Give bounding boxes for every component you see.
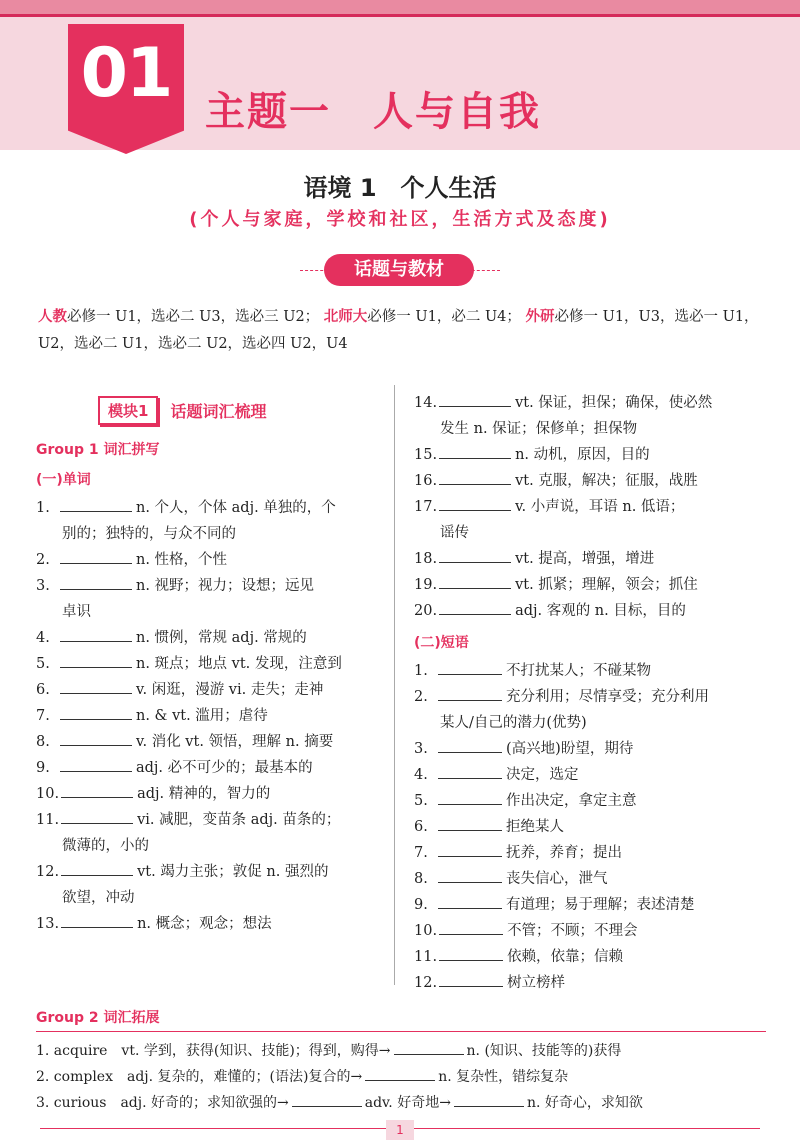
phrase-item: [414, 918, 764, 944]
item-definition: 抚养，养育；提出: [506, 845, 622, 861]
item-number: 1.: [414, 663, 428, 679]
item-number: 1.: [36, 500, 50, 516]
expansion-text: 2. complex adj. 复杂的，难懂的；(语法)复合的→: [36, 1069, 363, 1085]
textbook-list: [38, 304, 763, 358]
answer-blank[interactable]: [439, 920, 503, 935]
item-number: 4.: [36, 630, 50, 646]
answer-blank[interactable]: [60, 627, 132, 642]
item-definition: n. 惯例，常规 adj. 常规的: [136, 630, 307, 646]
phrases-list: [414, 658, 764, 996]
item-definition: adj. 客观的 n. 目标，目的: [515, 603, 686, 619]
phrase-item: [414, 944, 764, 970]
answer-blank[interactable]: [439, 470, 511, 485]
phrase-item: [414, 970, 764, 996]
publisher-pep-text: 必修一 U1，选必二 U3，选必三 U2；: [67, 309, 320, 325]
item-number: 18.: [414, 551, 438, 567]
item-definition-cont: 卓识: [62, 604, 91, 620]
group2-list: [36, 1038, 766, 1116]
publisher-bnu: 北师大: [323, 309, 368, 325]
item-definition: n. 个人，个体 adj. 单独的，个: [136, 500, 336, 516]
answer-blank[interactable]: [60, 757, 132, 772]
item-number: 2.: [36, 552, 50, 568]
context-title: 语境 1 个人生活: [303, 174, 497, 202]
item-number: 10.: [36, 786, 60, 802]
item-definition: 树立榜样: [507, 975, 566, 991]
word-item: [414, 442, 764, 468]
word-item: [36, 911, 386, 937]
answer-blank[interactable]: [438, 764, 502, 779]
item-number: 11.: [414, 949, 438, 965]
item-definition: 作出决定，拿定主意: [506, 793, 637, 809]
answer-blank[interactable]: [60, 679, 132, 694]
answer-blank[interactable]: [438, 868, 502, 883]
phrase-item: [414, 892, 764, 918]
module-header: [98, 396, 386, 425]
item-definition: n. 视野；视力；设想；远见: [136, 578, 315, 594]
publisher-fltrp-text: 必修一 U1，U3，选必一 U1，U2，选必二 U1，选必二 U2，选必四 U2，U4: [38, 309, 759, 352]
topic-pill-wrap: [300, 250, 500, 294]
word-item: [36, 781, 386, 807]
item-number: 5.: [414, 793, 428, 809]
topic-pill: 话题与教材: [324, 254, 474, 286]
item-definition-cont: 发生 n. 保证；保修单；担保物: [440, 421, 638, 437]
item-definition: vt. 竭力主张；敦促 n. 强烈的: [137, 864, 329, 880]
word-item: [414, 390, 764, 442]
item-number: 16.: [414, 473, 438, 489]
item-number: 14.: [414, 395, 438, 411]
phrase-item: [414, 840, 764, 866]
answer-blank[interactable]: [439, 444, 511, 459]
word-item: [36, 859, 386, 911]
answer-blank[interactable]: [438, 816, 502, 831]
publisher-pep: 人教: [38, 309, 67, 325]
item-definition: vt. 保证，担保；确保，使必然: [515, 395, 713, 411]
item-number: 5.: [36, 656, 50, 672]
expansion-text: n. 好奇心，求知欲: [526, 1095, 643, 1111]
word-item: [414, 598, 764, 624]
phrase-item: [414, 762, 764, 788]
answer-blank[interactable]: [438, 686, 502, 701]
word-item: [36, 547, 386, 573]
header-rule: [0, 14, 800, 17]
expansion-text: n. (知识、技能等的)获得: [466, 1043, 622, 1059]
expansion-item: [36, 1038, 766, 1064]
words-left-list: [36, 495, 386, 937]
answer-blank[interactable]: [394, 1040, 464, 1055]
group2-title: Group 2 词汇拓展: [36, 1010, 160, 1026]
group2-rule: [36, 1031, 766, 1032]
item-definition-cont: 欲望，冲动: [62, 890, 135, 906]
item-definition: n. 斑点；地点 vt. 发现，注意到: [136, 656, 342, 672]
answer-blank[interactable]: [439, 392, 511, 407]
expansion-item: [36, 1064, 766, 1090]
phrase-item: [414, 814, 764, 840]
answer-blank[interactable]: [438, 842, 502, 857]
item-definition: 决定，选定: [506, 767, 579, 783]
item-definition: n. 概念；观念；想法: [137, 916, 272, 932]
publisher-fltrp: 外研: [525, 309, 555, 325]
theme-title: 主题一 人与自我: [205, 89, 541, 135]
answer-blank[interactable]: [439, 548, 511, 563]
item-number: 9.: [36, 760, 50, 776]
phrase-item: [414, 684, 764, 736]
item-definition: 拒绝某人: [506, 819, 564, 835]
answer-blank[interactable]: [438, 738, 502, 753]
answer-blank[interactable]: [439, 496, 511, 511]
word-item: [414, 468, 764, 494]
item-number: 6.: [414, 819, 428, 835]
item-definition: v. 闲逛，漫游 vi. 走失；走神: [136, 682, 324, 698]
item-number: 12.: [36, 864, 60, 880]
item-number: 12.: [414, 975, 438, 991]
publisher-bnu-text: 必修一 U1，必二 U4；: [367, 309, 521, 325]
answer-blank[interactable]: [60, 705, 132, 720]
answer-blank[interactable]: [438, 790, 502, 805]
item-definition: n. 性格，个性: [136, 552, 228, 568]
item-definition-cont: 别的；独特的，与众不同的: [62, 526, 236, 542]
item-definition: vt. 抓紧；理解，领会；抓住: [515, 577, 698, 593]
answer-blank[interactable]: [60, 549, 132, 564]
item-definition: adj. 精神的，智力的: [137, 786, 271, 802]
item-number: 7.: [414, 845, 428, 861]
item-definition: 有道理；易于理解；表述清楚: [506, 897, 695, 913]
group1-title: Group 1 词汇拼写: [36, 442, 160, 458]
item-definition: vt. 克服，解决；征服，战胜: [515, 473, 698, 489]
answer-blank[interactable]: [61, 809, 133, 824]
module-title: 话题词汇梳理: [170, 402, 267, 421]
expansion-text: 3. curious adj. 好奇的；求知欲强的→: [36, 1095, 289, 1111]
module-tag: 模块1: [98, 396, 158, 425]
answer-blank[interactable]: [292, 1092, 362, 1107]
item-number: 4.: [414, 767, 428, 783]
theme-number: 01: [80, 34, 172, 113]
item-number: 13.: [36, 916, 60, 932]
phrase-item: [414, 736, 764, 762]
item-definition: 依赖，依靠；信赖: [507, 949, 624, 965]
item-definition: 充分利用；尽情享受；充分利用: [506, 689, 709, 705]
item-definition: (高兴地)盼望，期待: [506, 741, 634, 757]
answer-blank[interactable]: [438, 894, 502, 909]
context-subtitle: (个人与家庭，学校和社区，生活方式及态度): [189, 209, 611, 230]
word-item: [36, 573, 386, 625]
answer-blank[interactable]: [454, 1092, 524, 1107]
item-number: 19.: [414, 577, 438, 593]
item-number: 9.: [414, 897, 428, 913]
column-divider: [394, 385, 395, 985]
word-item: [414, 546, 764, 572]
item-number: 3.: [36, 578, 50, 594]
expansion-item: [36, 1090, 766, 1116]
word-item: [36, 625, 386, 651]
word-item: [414, 494, 764, 546]
page-number: 1: [386, 1120, 414, 1140]
item-definition: vt. 提高，增强，增进: [515, 551, 655, 567]
expansion-text: n. 复杂性，错综复杂: [438, 1069, 569, 1085]
answer-blank[interactable]: [61, 913, 133, 928]
answer-blank[interactable]: [439, 574, 511, 589]
answer-blank[interactable]: [60, 731, 132, 746]
expansion-text: 1. acquire vt. 学到，获得(知识、技能)；得到，购得→: [36, 1043, 391, 1059]
left-column: [36, 390, 386, 937]
item-number: 17.: [414, 499, 438, 515]
word-item: [36, 677, 386, 703]
answer-blank[interactable]: [439, 600, 511, 615]
item-number: 8.: [36, 734, 50, 750]
header-strip: [0, 0, 800, 14]
right-column: [414, 390, 764, 996]
item-definition: vi. 减肥，变苗条 adj. 苗条的；: [137, 812, 341, 828]
word-item: [36, 729, 386, 755]
item-definition: n. & vt. 滥用；虐待: [136, 708, 268, 724]
word-item: [36, 755, 386, 781]
answer-blank[interactable]: [439, 972, 503, 987]
answer-blank[interactable]: [439, 946, 503, 961]
answer-blank[interactable]: [60, 575, 132, 590]
phrase-item: [414, 866, 764, 892]
item-definition: v. 小声说，耳语 n. 低语；: [515, 499, 685, 515]
item-number: 10.: [414, 923, 438, 939]
item-number: 8.: [414, 871, 428, 887]
item-definition: v. 消化 vt. 领悟，理解 n. 摘要: [136, 734, 334, 750]
answer-blank[interactable]: [61, 783, 133, 798]
item-definition-cont: 谣传: [440, 525, 469, 541]
answer-blank[interactable]: [60, 497, 132, 512]
words-head: (一)单词: [36, 472, 91, 488]
word-item: [414, 572, 764, 598]
answer-blank[interactable]: [365, 1066, 435, 1081]
word-item: [36, 703, 386, 729]
item-number: 7.: [36, 708, 50, 724]
expansion-text: adv. 好奇地→: [364, 1095, 451, 1111]
item-definition-cont: 微薄的，小的: [62, 838, 149, 854]
item-number: 3.: [414, 741, 428, 757]
item-definition: adj. 必不可少的；最基本的: [136, 760, 313, 776]
answer-blank[interactable]: [61, 861, 133, 876]
item-definition-cont: 某人/自己的潜力(优势): [440, 715, 587, 731]
word-item: [36, 807, 386, 859]
phrase-item: [414, 658, 764, 684]
item-number: 11.: [36, 812, 60, 828]
answer-blank[interactable]: [438, 660, 502, 675]
item-definition: n. 动机，原因，目的: [515, 447, 650, 463]
item-definition: 丧失信心，泄气: [506, 871, 608, 887]
word-item: [36, 495, 386, 547]
item-number: 20.: [414, 603, 438, 619]
item-definition: 不管；不顾；不理会: [507, 923, 638, 939]
item-number: 15.: [414, 447, 438, 463]
word-item: [36, 651, 386, 677]
item-number: 6.: [36, 682, 50, 698]
answer-blank[interactable]: [60, 653, 132, 668]
words-right-list: [414, 390, 764, 624]
item-definition: 不打扰某人；不碰某物: [506, 663, 651, 679]
item-number: 2.: [414, 689, 428, 705]
group2-section: [36, 1007, 766, 1116]
phrases-head: (二)短语: [414, 635, 469, 651]
phrase-item: [414, 788, 764, 814]
